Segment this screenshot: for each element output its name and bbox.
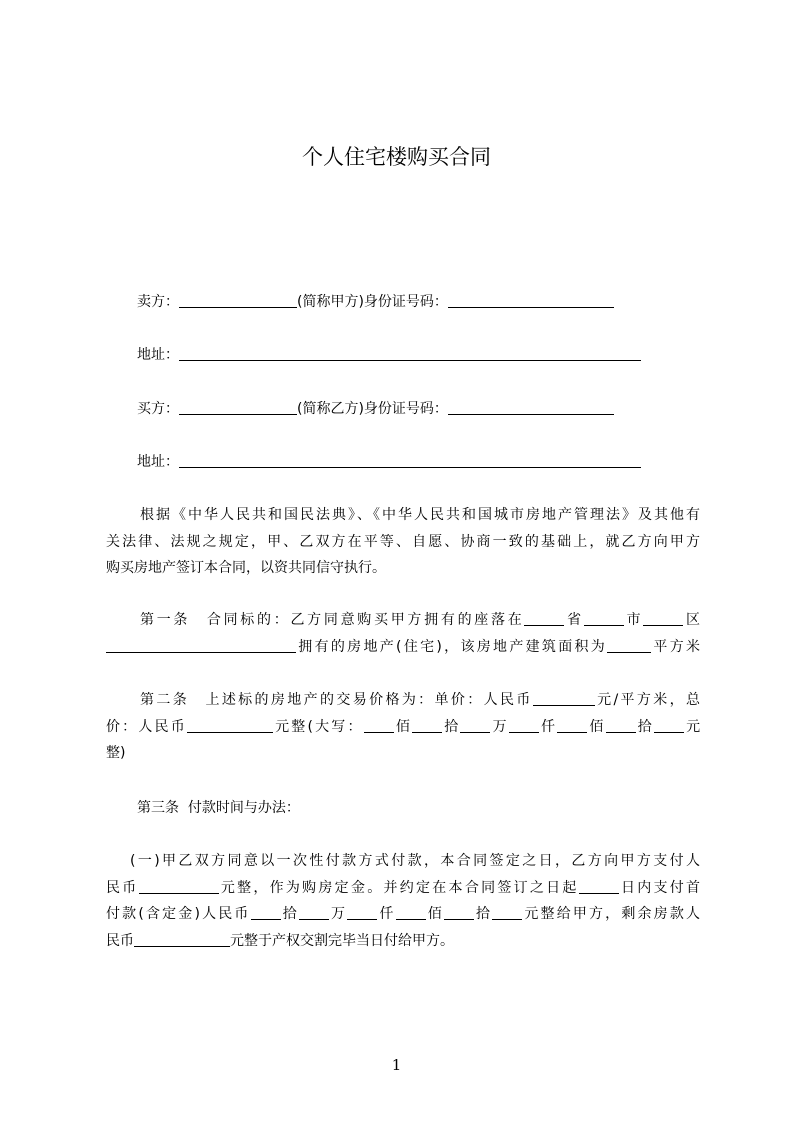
preamble-paragraph <box>106 502 700 582</box>
article-1-text-b: 拥有的房地产(住宅)，该房地产建筑面积为 <box>296 638 608 655</box>
article-3-heading: 第三条 付款时间与办法： <box>137 800 300 816</box>
buyer-address-line <box>137 453 641 471</box>
address-label: 地址： <box>137 454 179 470</box>
page-title: 个人住宅楼购买合同 <box>302 145 491 169</box>
city-blank <box>584 612 624 626</box>
item-1-line-4 <box>106 928 700 955</box>
p-shi-label: 拾 <box>280 906 299 922</box>
unit-price-unit: 元/平方米，总 <box>594 692 701 708</box>
article-1-heading: 第一条 合同标的： <box>140 612 291 628</box>
wan-label: 万 <box>490 718 509 735</box>
item-1-line-2a: 民币 <box>106 879 139 896</box>
item-1-line-3a: 付款(含定金)人民币 <box>106 906 251 922</box>
p-qian-label: 仟 <box>377 906 396 922</box>
article-2 <box>106 687 700 767</box>
p-bai-label: 佰 <box>425 906 444 922</box>
shi-label: 拾 <box>442 718 461 735</box>
province-blank <box>524 612 564 626</box>
article-2-line-1 <box>106 687 700 714</box>
area-blank <box>607 639 651 653</box>
days-blank <box>579 880 619 894</box>
remaining-blank <box>134 933 230 947</box>
item-1-line-2 <box>106 875 700 902</box>
area-unit: 平方米 <box>651 638 700 655</box>
p-wan-label: 万 <box>328 906 348 922</box>
total-price-blank <box>187 719 273 733</box>
article-3-item-1 <box>106 848 700 954</box>
city-label: 市 <box>623 612 644 628</box>
yuan-blank <box>654 719 684 733</box>
item-1-line-4b: 元整于产权交割完毕当日付给甲方。 <box>230 932 454 949</box>
province-label: 省 <box>564 612 584 628</box>
article-1 <box>106 607 700 660</box>
seller-line <box>137 293 614 311</box>
unit-price-label: 单价：人民币 <box>434 692 533 708</box>
deposit-blank <box>139 880 219 894</box>
location-blank <box>106 639 296 653</box>
article-1-line-1 <box>106 607 700 634</box>
item-1-line-3b: 元整给甲方，剩余房款人 <box>522 906 700 922</box>
qian-blank <box>509 719 539 733</box>
seller-name-blank <box>179 294 297 308</box>
p-shi-blank <box>251 906 281 920</box>
address-label: 地址： <box>137 347 179 363</box>
article-2-line-2 <box>106 714 700 741</box>
district-label: 区 <box>683 612 701 628</box>
buyer-label: 买方： <box>137 401 179 417</box>
article-1-line-2 <box>106 634 700 661</box>
p-wan-blank <box>299 906 329 920</box>
p-yuan-blank <box>492 906 522 920</box>
preamble-line-1: 根据《中华人民共和国民法典》、《中华人民共和国城市房地产管理法》及其他有 <box>140 507 700 523</box>
buyer-line <box>137 400 614 418</box>
wan-blank <box>460 719 490 733</box>
bai-blank <box>364 719 394 733</box>
qian-label: 仟 <box>538 718 558 735</box>
shi-blank <box>412 719 442 733</box>
seller-id-blank <box>448 294 614 308</box>
seller-address-line <box>137 346 641 364</box>
article-2-line-3: 整) <box>106 745 126 761</box>
buyer-id-blank <box>448 401 614 415</box>
item-1-line-1: (一)甲乙双方同意以一次性付款方式付款，本合同签定之日，乙方向甲方支付人 <box>130 853 700 869</box>
item-1-line-2b: 元整，作为购房定金。并约定在本合同签订之日起 <box>218 879 579 896</box>
district-blank <box>643 612 683 626</box>
seller-alias: (简称甲方)身份证号码： <box>297 294 448 310</box>
item-1-line-3 <box>106 901 700 928</box>
yuan-label: 元 <box>683 718 701 735</box>
shi2-label: 拾 <box>635 718 654 735</box>
bai2-blank <box>557 719 587 733</box>
total-price-label: 价：人民币 <box>106 718 187 735</box>
seller-address-blank <box>179 347 641 361</box>
article-2-heading: 第二条 上述标的房地产的交易价格为： <box>140 692 435 708</box>
item-1-line-4a: 民币 <box>106 932 134 949</box>
p-shi2-label: 拾 <box>473 906 493 922</box>
buyer-alias: (简称乙方)身份证号码： <box>297 401 448 417</box>
preamble-line-2: 关法律、法规之规定，甲、乙双方在平等、自愿、协商一致的基础上，就乙方向甲方 <box>106 533 700 550</box>
buyer-name-blank <box>179 401 297 415</box>
p-qian-blank <box>347 906 377 920</box>
item-1-line-2c: 日内支付首 <box>618 879 701 896</box>
p-bai-blank <box>396 906 426 920</box>
buyer-address-blank <box>179 454 641 468</box>
bai-label: 佰 <box>393 718 413 735</box>
preamble-line-3: 购买房地产签订本合同，以资共同信守执行。 <box>106 560 386 576</box>
p-shi2-blank <box>444 906 474 920</box>
page-number: 1 <box>391 1056 402 1074</box>
seller-label: 卖方： <box>137 294 179 310</box>
total-price-unit: 元整(大写： <box>272 718 364 735</box>
unit-price-blank <box>533 692 595 706</box>
bai2-label: 佰 <box>587 718 606 735</box>
shi2-blank <box>606 719 636 733</box>
article-1-text-a: 乙方同意购买甲方拥有的座落在 <box>290 612 525 628</box>
